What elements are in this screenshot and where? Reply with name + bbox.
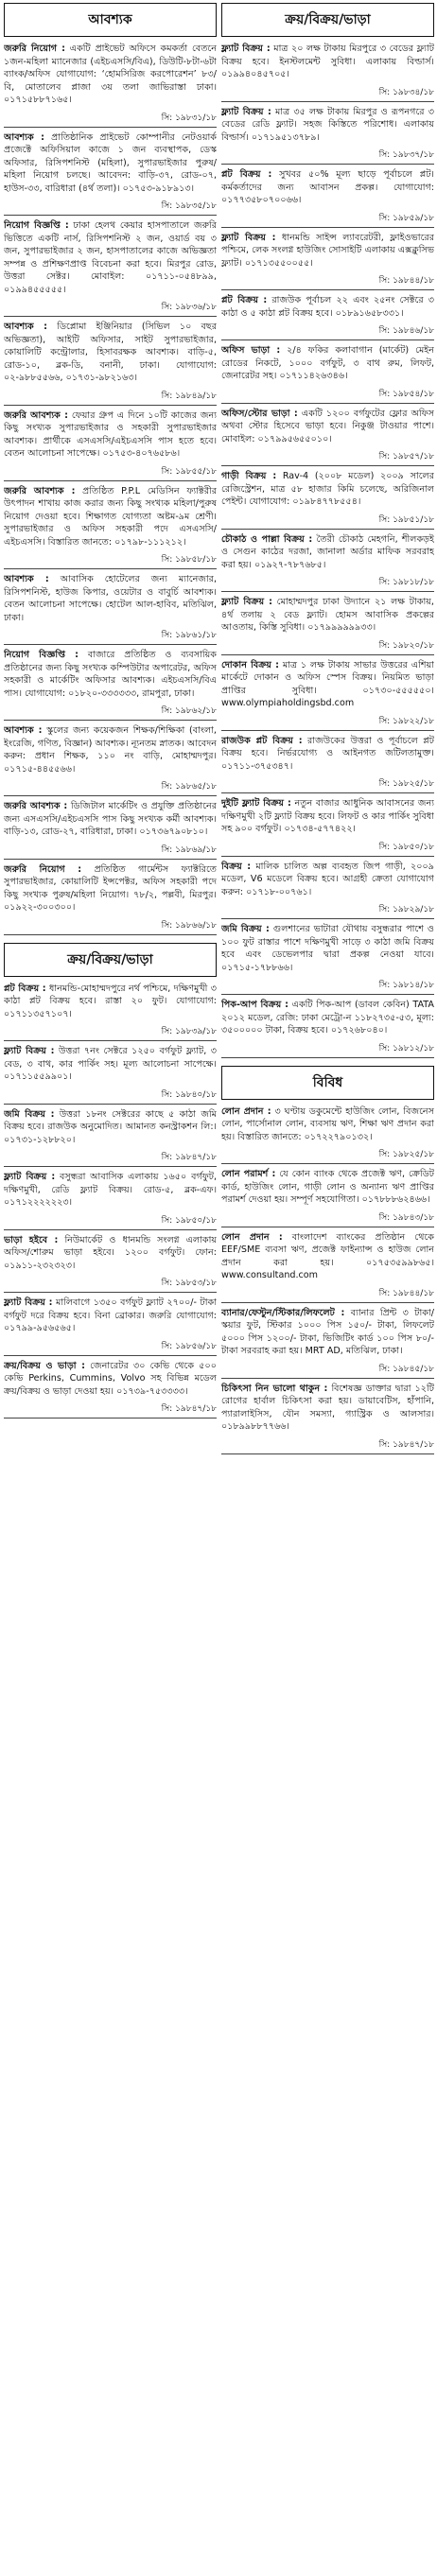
left-column xyxy=(4,0,217,2576)
ad-body: জেনারেটর ৩০ কেভি থেকে ৫০০ কেভি Perkins, Cummins, Volvo সহ বিভিন্ন মডেল ক্রয়/বিক্রয় ও ভাড়া দেওয়া হয়। ০১৭৩৯-৭৫৩৩৩৩। xyxy=(4,1360,217,1397)
ad-reference: সি: ১৯৮৫৫/১৮ xyxy=(4,464,217,481)
ad-title: অফিস ভাড়া : xyxy=(221,345,281,356)
ad-reference: সি: ১৯৮৪৪/১৮ xyxy=(221,273,434,290)
ad-body: স্কুলের জন্য কয়েকজন শিক্ষক/শিক্ষিকা (বাংলা, ইংরেজি, গণিত, বিজ্ঞান) আবশ্যক। ন্যূনতম স্নাতক। আবেদন করুন: প্রধান শিক্ষক, ১১০ নং বাড়ি, মোহাম্মদপুর। ০১৭১৫-৪৪৫৫৬৬। xyxy=(4,725,217,775)
ad-title: জরুরি আবশ্যক : xyxy=(4,409,68,421)
ad-title: বিক্রয় : xyxy=(221,861,252,872)
classified-ad xyxy=(221,1231,434,1286)
ad-body: Rav-4 (২০০৮ মডেল) ২০০৯ সালের রেজিস্ট্রেশন, মাত্র ৫৮ হাজার কিমি চলেছে, অরিজিনাল পেইন্ট। যোগাযোগ: ০১৯৮৪৭৭৮৫৫৪। xyxy=(221,471,434,507)
classified-ad xyxy=(221,1168,434,1210)
ad-title: আবশ্যক : xyxy=(4,131,44,143)
classified-ad xyxy=(4,1297,217,1339)
ad-title: ভাড়া হইবে : xyxy=(4,1234,59,1245)
ad-reference: সি: ১৯৮২৫/১৮ xyxy=(221,776,434,793)
ad-title: ব্যানার/ফেস্টুন/স্টিকার/লিফলেট : xyxy=(221,1307,345,1318)
ad-body: রাজউকের উত্তরা ও পূর্বাচলে প্লট বিক্রয় হবে। নির্ভরযোগ্য ও আইনগত জটিলতামুক্ত। ০১৭১১-৩৭৫৩৪৭। xyxy=(221,735,434,772)
ad-reference: সি: ১৯৮৬১/১৮ xyxy=(4,628,217,645)
ad-title: দোকান বিক্রয় : xyxy=(221,659,279,670)
classified-ad xyxy=(4,863,217,918)
ad-title: লোন প্রদান : xyxy=(221,1105,271,1117)
ad-body: উত্তরা ৭নং সেক্টরে ১২৫০ বর্গফুট ফ্ল্যাট, ৩ বেড, ৩ বাথ, কার পার্কিং সহ। মূল্য আলোচনা সাপেক্ষে। ০১৭১১৫৫৯৯০১। xyxy=(4,1046,217,1082)
classified-section xyxy=(221,3,434,1058)
classified-ad xyxy=(221,470,434,513)
classified-ad xyxy=(221,1105,434,1148)
classified-ad xyxy=(4,1171,217,1213)
classified-ad xyxy=(221,533,434,576)
ad-body: বাজারে প্রতিষ্ঠিত ও ব্যবসায়িক প্রতিষ্ঠানের জন্য কিছু সংখ্যক কম্পিউটার অপারেটর, অফিস সহকারী ও মার্কেটিং অফিসার আবশ্যক। এইচএসসি/বিএ পাস। যোগাযোগ: ০১৮২০-৩৩৩৩৩৩, রামপুরা, ঢাকা। xyxy=(4,650,217,699)
ad-reference: সি: ১৯৮৫৮/১৮ xyxy=(4,552,217,569)
ad-title: প্লট বিক্রয় : xyxy=(221,169,272,180)
ad-reference: সি: ১৯৮৪৪/১৮ xyxy=(221,1286,434,1303)
ad-reference: সি: ১৯৮৩৭/১৮ xyxy=(221,148,434,165)
classified-ad xyxy=(4,409,217,464)
classified-ad xyxy=(4,800,217,843)
ad-body: মাত্র ৩৫ লক্ষ টাকায় মিরপুর ও রূপনগরে ৩ বেডের রেডি ফ্ল্যাট। সহজ কিস্তিতে পরিশোধ। এলাকায় বিল্ডার্স। ০১৭১৯৫১৩৭৮৯। xyxy=(221,106,434,143)
ad-reference: সি: ১৯৮২২/১৮ xyxy=(221,714,434,731)
classified-ad xyxy=(221,735,434,777)
ad-reference: সি: ১৯৮৬৯/১৮ xyxy=(4,843,217,860)
ad-title: লোন পরামর্শ : xyxy=(221,1169,276,1179)
ad-body: তৈরী চৌকাঠ মেহগনি, শীলকড়ই ও সেগুন কাঠের দরজা, জানালা অর্ডার মাফিক সরবরাহ করা হয়। ০১৯২৭-৭৮৭৬৮৫। xyxy=(221,533,434,570)
ad-reference: সি: ১৯৮৪৭/১৮ xyxy=(4,1401,217,1419)
ad-reference: সি: ১৯৮১২/১৮ xyxy=(221,1041,434,1058)
ad-body: একটি প্রাইভেট অফিসে কমকর্তা বেতনে ১জন-মহিলা ম্যানেজার (এইচএসসি/বিএ), ডিউটি-৮টা-৬টা ব্যাংক/অফিস যোগাযোগ: ‘হোমসিরিজ করপোরেশন’ ৮৩/বি, মোতালেব প্লাজা ৩য় তলা জাভিরাস্তা ঢাকা। ০১৭১৫৮৮৭১৬৫। xyxy=(4,44,217,105)
classified-ad xyxy=(4,649,217,704)
ad-body: সুখবর ৫০% মূল্য ছাড়ে পূর্বাচলে প্লট। কর্মকর্তাদের জন্য আবাসন প্রকল্প। যোগাযোগ: ০১৭৭৩৫৮০৭০০৬৬। xyxy=(221,169,434,205)
classified-ad xyxy=(4,321,217,389)
ad-reference: সি: ১৯৮৬৬/১৮ xyxy=(4,918,217,935)
ad-reference: সি: ১৯৮৩৫/১৮ xyxy=(4,199,217,216)
ad-title: জরুরি আবশ্যক : xyxy=(4,801,68,811)
ad-title: ফ্ল্যাট বিক্রয় : xyxy=(4,1172,56,1182)
ad-body: ফেয়ার গ্রুপ এ দিনে ১০টি কাজের জন্য কিছু সংখ্যক সুপারভাইজার ও সহকারী সুপারভাইজার আবশ্যক। প্রার্থীকে এসএসসি/এইচএসসি পাস হতে হবে। বেতন আলোচনা সাপেক্ষে। ০১৭৫৩-৪০৭৬৫৮৬। xyxy=(4,409,217,459)
classified-ad xyxy=(221,999,434,1041)
ad-title: ফ্ল্যাট বিক্রয় : xyxy=(4,1046,55,1056)
ad-title: গাড়ী বিক্রয় : xyxy=(221,471,277,481)
ad-reference: সি: ১৯৮২৫/১৮ xyxy=(221,1147,434,1164)
ad-body: একটি পিক-আপ (ডাবল কেবিন) TATA ২০১২ মডেল, রেজি: ঢাকা মেট্রো-ন ১১৮২৭৩৫-৫৩, মূল্য: ৩৫০০০০০ টাকা, বিক্রয় হবে। ০১৭২৬৮০৪০। xyxy=(221,1000,434,1036)
ad-body: প্রতিষ্ঠিত গার্মেন্টস ফ্যাক্টরিতে সুপারভাইজার, কোয়ালিটি ইন্সপেক্টর, অফিস সহকারী পদে কিছু সংখ্যক পুরুষ/মহিলা নিয়োগ। ৭৮/২, পল্লবী, মিরপুর। ০১৯২২-৩০০৩০০। xyxy=(4,863,217,913)
ad-reference: সি: ১৯৮১৮/১৮ xyxy=(221,575,434,592)
classified-ad xyxy=(4,1108,217,1151)
classified-ad xyxy=(4,1234,217,1277)
classified-ad xyxy=(221,923,434,978)
classified-ad xyxy=(221,1307,434,1362)
classified-ad xyxy=(4,485,217,553)
ad-reference: সি: ১৯৮৬২/১৮ xyxy=(4,704,217,721)
ad-title: অফিস/স্টোর ভাড়া : xyxy=(221,408,298,419)
classified-ad xyxy=(4,43,217,111)
classified-ad xyxy=(221,408,434,450)
classified-ad xyxy=(4,219,217,300)
ad-body: মাত্র ২০ লক্ষ টাকায় মিরপুরে ৩ বেডের ফ্ল্যাট বিক্রয় হবে। ইনস্টলমেন্ট সুবিধা। এলাকায় বিল্ডার্স। ০১৯৯৪০৪৫৭০৫। xyxy=(221,44,434,79)
ad-body: বিশেষজ্ঞ ডাক্তার দ্বারা ১২টি রোগের হার্বাল চিকিৎসা করা হয়। ডায়াবেটিস, হাঁপানি, প্যারালাইসিস, যৌন সমস্যা, গ্যাস্ট্রিক ও আলসার। ০১৮৯৯৮৮৭৭৬৬। xyxy=(221,1383,434,1432)
classified-ad xyxy=(221,168,434,211)
ad-title: জমি বিক্রয় : xyxy=(221,924,270,934)
ad-body: ঢাকা হেলথ কেয়ার হাসপাতালে জরুরি ভিত্তিতে একটি নার্স, রিসিপশনিস্ট ২ জন, ওয়ার্ড বয় ৩ জন, সুপারভাইজার ২ জন, হাসপাতালের কাজে অভিজ্ঞতা সম্পন্ন ও প্রশিক্ষণপ্রাপ্ত বিবেচনা করা হবে। মিরপুর রোড, উত্তরা সেক্টর। মোবাইল: ০১৭১১-০৫৪৮৯৯, ০১৯৯৪৫৫৫৫৫। xyxy=(4,220,217,295)
ad-body: ৩ ঘণ্টায় ডকুমেন্টে হাউজিং লোন, বিজনেস লোন, পার্সোনাল লোন, ব্যবসায় ঋণ, শিক্ষা ঋণ প্রদান করা হয়। বিস্তারিত জানতে: ০১৭২২৭৯০১৩২। xyxy=(221,1105,434,1142)
ad-body: ধানমন্ডি সাইন্স ল্যাবরেটরী, ফ্লাইওভারের পশ্চিমে, লেক সংলগ্ন হাউজিং সোসাইটি এলাকায় এক্সক্লুসিভ ফ্ল্যাট। ০১৭১৩৫৫০০৫৫। xyxy=(221,232,434,269)
ad-body: যে কোন ব্যাংক থেকে প্রজেক্ট ঋণ, ক্রেডিট কার্ড, হাউজিং লোন, গাড়ী লোন ও অন্যান্য ঋণ প্রাপ্তির পরামর্শ দেওয়া হয়। সম্পূর্ণ সহযোগিতা। ০১৭৮৮৮৬২৪৬৬। xyxy=(221,1169,434,1205)
ad-reference: সি: ১৯৮৫০/১৮ xyxy=(221,840,434,857)
ad-reference: সি: ১৯৮১৪/১৮ xyxy=(221,978,434,995)
classified-ad xyxy=(221,861,434,903)
classified-ad xyxy=(4,724,217,779)
ad-body: ধানমন্ডি-মোহাম্মদপুরে নর্থ পশ্চিমে, দক্ষিণমুখী ৩ কাঠা প্লট বিক্রয় হবে। রাস্তা ২০ ফুট। যোগাযোগ: ০১৭১১৩৫৭১০৭। xyxy=(4,983,217,1019)
ad-reference: সি: ১৯৮৫৬/১৮ xyxy=(4,1339,217,1356)
ad-title: জরুরি নিয়োগ : xyxy=(4,863,82,875)
classified-section xyxy=(4,3,217,935)
section-heading: বিবিধ xyxy=(221,1066,434,1100)
classified-ad xyxy=(221,232,434,274)
ad-reference: সি: ১৯৮৩৪/১৮ xyxy=(221,85,434,102)
ad-reference: সি: ১৯৮৫১/১৮ xyxy=(221,513,434,530)
ad-reference: সি: ১৯৮৪৬/১৮ xyxy=(221,323,434,340)
ad-title: প্লট বিক্রয় : xyxy=(4,983,46,994)
classified-ad xyxy=(221,294,434,323)
classified-ad xyxy=(4,573,217,628)
ad-body: ব্যানার প্রিন্ট ৩ টাকা/স্কয়ার ফুট, স্টিকার ১০০০ পিস ১৫০/- টাকা, লিফলেট ৫০০০ পিস ১২০০/- টাকা, ভিজিটিং কার্ড ১০০ পিস ৮০/- টাকা সরবরাহ করা হয়। MRT AD, মতিঝিল, ঢাকা। xyxy=(221,1307,434,1356)
ad-title: আবশ্যক : xyxy=(4,725,43,736)
ad-body: ডিপ্লোমা ইঞ্জিনিয়ার (সিভিল ১০ বছর অভিজ্ঞতা), আইটি অফিসার, সাইট সুপারভাইজার, কোয়ালিটি কন্ট্রোলার, হিসাবরক্ষক আবশ্যক। বাড়ি-৫, রোড-১০, ব্লক-ডি, বনানী, ঢাকা। যোগাযোগ: ০২-৯৮৮৫৫৬৬, ০১৭৩১-৯৮২১৬৩। xyxy=(4,322,217,383)
ad-body: নতুন বাজার আধুনিক আবাসনের জন্য দক্ষিণমুখী ২টি ফ্ল্যাট বিক্রয় হবে। লিফট ও কার পার্কিং সুবিধা সহ ৯০০ বর্গফুট। ০১৭৩৪-৫৭৭৪২২। xyxy=(221,798,434,834)
ad-reference: সি: ১৯৮৪৭/১৮ xyxy=(4,1150,217,1167)
classified-section xyxy=(221,1066,434,1454)
ad-title: দুইটি ফ্ল্যাট বিক্রয় : xyxy=(221,798,291,809)
ad-body: রাজউক পূর্বাচল ২২ এবং ২৫নং সেক্টরে ৩ কাঠা ও ৫ কাঠা প্লট বিক্রয় হবে। ০১৮৯১৬৫৮৩৩১। xyxy=(221,295,434,319)
classified-ad xyxy=(4,1360,217,1402)
section-heading: ক্রয়/বিক্রয়/ভাড়া xyxy=(221,3,434,37)
ad-body: ২/৪ ফকির কলাবাগান (মার্কেট) মেইন রোডের নিকটে, ১০০০ বর্গফুট, ৩ বাথ রুম, লিফট, জেনারেটর সহ। ০১৭১১৪২৬৩৪৬। xyxy=(221,345,434,381)
ad-title: নিয়োগ বিজ্ঞপ্তি : xyxy=(4,650,79,660)
ad-title: ফ্ল্যাট বিক্রয় : xyxy=(4,1297,53,1308)
ad-title: জমি বিক্রয় : xyxy=(4,1108,55,1120)
ad-reference: সি: ১৯৮৪৫/১৮ xyxy=(221,1362,434,1379)
ad-reference: সি: ১৯৮৬৫/১৮ xyxy=(4,779,217,796)
right-column xyxy=(221,0,434,2576)
classified-ad xyxy=(4,1045,217,1088)
ad-reference: সি: ১৯৮৪০/১৮ xyxy=(4,1088,217,1105)
ad-reference: সি: ১৯৮৪৭/১৮ xyxy=(221,1437,434,1454)
section-heading: আবশ্যক xyxy=(4,3,217,37)
ad-reference: সি: ১৯৮৪৯/১৮ xyxy=(4,389,217,406)
ad-body: ডিজিটাল মার্কেটিং ও প্রযুক্তি প্রতিষ্ঠানের জন্য এসএসসি/এইচএসসি পাস কিছু সংখ্যক কর্মী আবশ্যক। বাড়ি-১৩, রোড-২৭, বারিধারা, ঢাকা। ০১৭৩৬৭৯০৮১০। xyxy=(4,801,217,837)
ad-title: প্লট বিক্রয় : xyxy=(221,295,268,305)
ad-reference: সি: ১৯৮৪৩/১৮ xyxy=(221,1210,434,1227)
ad-title: ক্রয়/বিক্রয় ও ভাড়া : xyxy=(4,1360,85,1371)
ad-body: প্রাতিষ্ঠানিক প্রাইভেট কোম্পানীর নেটওয়ার্ক প্রজেক্টে অফিসিয়াল কাজে ১ জন ব্যবস্থাপক, ডেস্ক অফিসার, রিসিপশনিস্ট (মহিলা), সুপারভাইজার পুরুষ/মহিলা নিয়োগ চলছে। আবেদন: বাড়ি-৩৭, রোড-০৭, হাউস-৩৩, বারিধারা (৪র্থ তলা)। ০১৭৫৩-৯১৮৯১৩। xyxy=(4,131,217,194)
ad-body: মোহাম্মদপুর ঢাকা উদ্যানে ২১ লক্ষ টাকায়, ৪র্থ তলায় ২ বেড ফ্ল্যাট। হোমস আবাসিক প্রকল্পের আওতায়, কিস্তি সুবিধা। ০১৭৯৯৯৯৯৯৩৩। xyxy=(221,597,434,633)
ad-title: আবশ্যক : xyxy=(4,322,48,332)
ad-title: লোন প্রদান : xyxy=(221,1231,283,1243)
ad-reference: সি: ১৯৮৫৪/১৮ xyxy=(221,387,434,404)
classified-ad xyxy=(221,1383,434,1437)
section-heading: ক্রয়/বিক্রয়/ভাড়া xyxy=(4,943,217,977)
classified-ad xyxy=(4,983,217,1025)
ad-reference: সি: ১৯৮৩১/১৮ xyxy=(4,111,217,128)
ad-title: জরুরি আবশ্যক : xyxy=(4,485,76,496)
ad-body: বাংলাদেশ ব্যাংকের প্রতিষ্ঠান থেকে EEF/SME ব্যবসা ঋণ, প্রজেক্ট ফাইন্যান্স ও হাউজ লোন প্রদান করা হয়। ০১৭৫৩৫৯৯৮৬৫। www.consultand.com xyxy=(221,1231,434,1280)
ad-body: উত্তরা ১৮নং সেক্টরের কাছে ৫ কাঠা জমি বিক্রয় হবে। রাজউক অনুমোদিত। আমানত কনস্ট্রাকশন লি:। ০১৭৩১-১২৮৮২০। xyxy=(4,1108,217,1145)
ad-title: রাজউক প্লট বিক্রয় : xyxy=(221,735,303,746)
ad-reference: সি: ১৯৮৩৬/১৮ xyxy=(4,300,217,317)
classified-ad xyxy=(221,596,434,638)
ad-title: নিয়োগ বিজ্ঞপ্তি : xyxy=(4,220,69,231)
classified-ad xyxy=(221,797,434,840)
ad-body: মালিবাগে ১৩৫০ বর্গফুট ফ্ল্যাট ২৭০০/- টাকা বর্গফুট দরে বিক্রয় হবে। বিনা ব্রোকার। জরুরি যোগাযোগ: ০১৭৯৯-৯৫৬৫৬৫। xyxy=(4,1297,217,1333)
ad-reference: সি: ১৯৮২০/১৮ xyxy=(221,638,434,655)
ad-body: নিউমার্কেট ও ধানমন্ডি সংলগ্ন এলাকায় অফিস/শোরুম ভাড়া হইবে। ১২০০ বর্গফুট। ফোন: ০১৯১১-২৩২৩২৩। xyxy=(4,1234,217,1271)
ad-title: চিকিৎসা নিন ভালো থাকুন : xyxy=(221,1383,328,1394)
classified-ad xyxy=(221,344,434,387)
ad-title: পিক-আপ বিক্রয় : xyxy=(221,1000,289,1010)
ad-body: বসুন্ধরা আবাসিক এলাকায় ১৬৫০ বর্গফুট, দক্ষিণমুখী, রেডি ফ্ল্যাট বিক্রয়। রোড-৫, ব্লক-এফ। ০১৭১২২২২২২৩। xyxy=(4,1172,217,1208)
ad-title: ফ্ল্যাট বিক্রয় : xyxy=(221,106,271,117)
ad-reference: সি: ১৯৮৫৭/১৮ xyxy=(221,449,434,466)
ad-title: আবশ্যক : xyxy=(4,574,49,584)
classified-ad xyxy=(221,43,434,85)
ad-title: চৌকাঠ ও পাল্লা বিক্রয় : xyxy=(221,533,313,545)
ad-title: জরুরি নিয়োগ : xyxy=(4,44,65,54)
ad-title: ফ্ল্যাট বিক্রয় : xyxy=(221,232,276,243)
ad-body: গুলশানের ভাটারা যৌথায় বসুন্ধরার পাশে ও ১০০ ফুট রাস্তার পাশে দক্ষিণমুখী সাড়ে ৩ কাঠা জমি বিক্রয় হবে এবং ডেভেলপার দ্বারা প্রকল্প নেওয়া যাবে। ০১৭১৫-১৭৮৮৬৬। xyxy=(221,924,434,973)
ad-reference: সি: ১৯৮৫৯/১৮ xyxy=(221,211,434,228)
ad-reference: সি: ১৯৮৫০/১৮ xyxy=(4,1213,217,1230)
ad-body: একটি ১২০০ বর্গফুটের ফ্লোর অফিস অথবা স্টোর হিসেবে ভাড়া হবে। নিকুঞ্জ টাওয়ার পাশে। মোবাইল: ০১৭৯৯৫৬৫৫০১০। xyxy=(221,408,434,444)
classified-section xyxy=(4,943,217,1419)
ad-body: প্রতিষ্ঠিত P.P.L মেডিসিন ফ্যাক্টরীর উৎপাদন শাখায় কাজ করার জন্য কিছু সংখ্যক মহিলা/পুরুষ নিয়োগ দেওয়া হবে। শিক্ষাগত যোগ্যতা অষ্টম-৯ম শ্রেণী। সুপারভাইজার ও অফিস সহকারী পদে এসএসসি/এইচএসসি। বিস্তারিত জানতে: ০১৭৯৮-১১১২১২। xyxy=(4,485,217,548)
classified-ad xyxy=(221,659,434,714)
ad-reference: সি: ১৯৮৩৯/১৮ xyxy=(4,1024,217,1041)
ad-body: মালিক চালিত অল্প ব্যবহৃত জিপ গাড়ী, ২০০৯ মডেল, V6 মডেলে বিক্রয় হবে। আগ্রহী ক্রেতা যোগাযোগ করুন: ০১৭১৮-০০৭৬১। xyxy=(221,861,434,897)
classified-ad xyxy=(4,131,217,200)
ad-body: আবাসিক হোটেলের জন্য ম্যানেজার, রিসিপশনিস্ট, হাউজ কিপার, ওয়েটার ও বাবুর্চি আবশ্যক। বেতন আলোচনা সাপেক্ষে। হোটেল আল-হাবিব, মতিঝিল, ঢাকা। xyxy=(4,574,217,623)
classified-ad xyxy=(221,106,434,148)
ad-reference: সি: ১৯৮৫৩/১৮ xyxy=(4,1276,217,1293)
ad-title: ফ্ল্যাট বিক্রয় : xyxy=(221,44,271,54)
ad-reference: সি: ১৯৮২৯/১৮ xyxy=(221,902,434,919)
ad-body: মাত্র ১ লক্ষ টাকায় সাভার উত্তরের এশিয়া মার্কেটে দোকান ও অফিস স্পেস বিক্রয়। নিয়মিত ভাড়া প্রাপ্তির সুবিধা। ০১৭৩০-৫৫৫৫৫০। www.olympiaholdingsbd.com xyxy=(221,659,434,708)
ad-title: ফ্ল্যাট বিক্রয় : xyxy=(221,597,272,607)
